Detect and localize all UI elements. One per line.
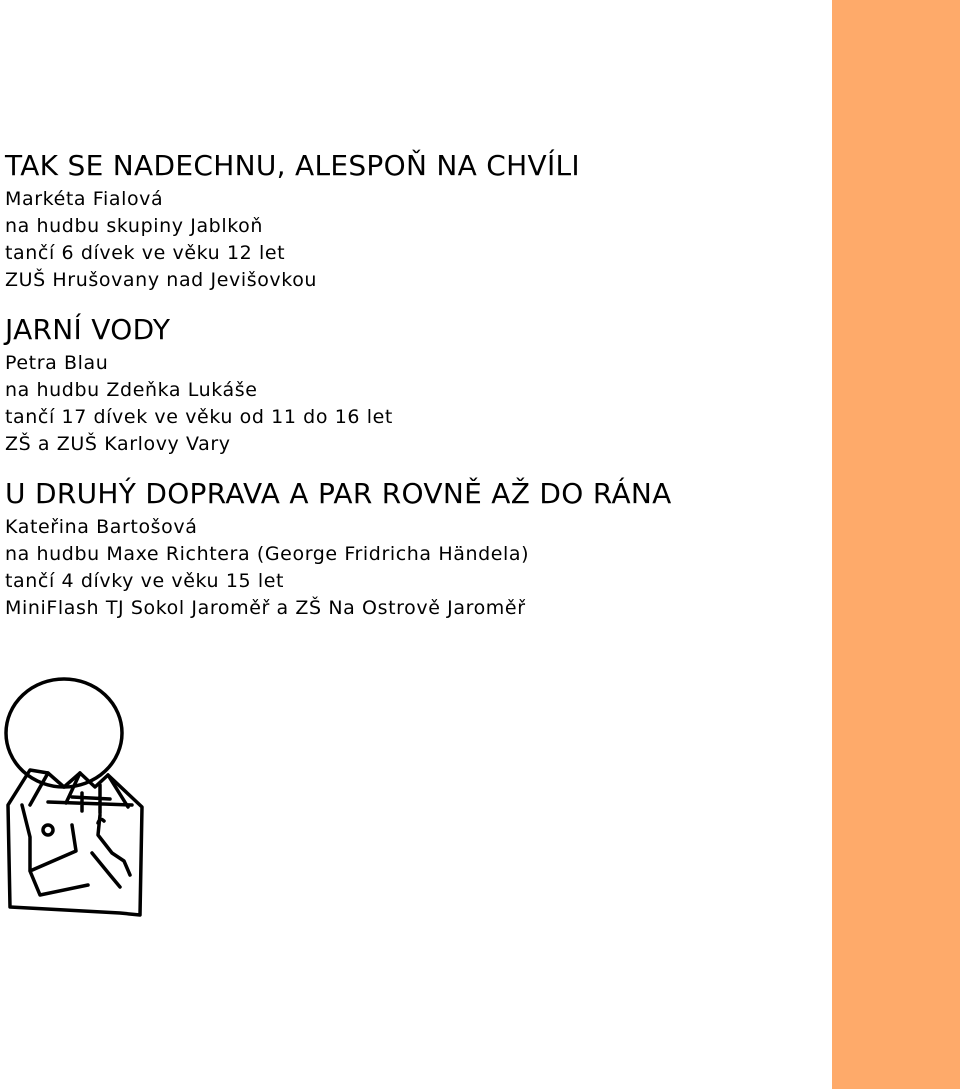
entry-dancers: tančí 17 dívek ve věku od 11 do 16 let [5, 406, 393, 428]
orange-side-bar [832, 0, 960, 1089]
entry-music: na hudbu Zdeňka Lukáše [5, 379, 258, 401]
drawing-left-figure [22, 805, 88, 895]
entry-music: na hudbu Maxe Richtera (George Fridricha Händela) [5, 543, 530, 565]
entry-music: na hudbu skupiny Jablkoň [5, 215, 264, 237]
dancer-drawing-icon [0, 675, 150, 925]
entry-choreographer: Markéta Fialová [5, 188, 164, 210]
program-entry [5, 310, 825, 458]
drawing-cross-bars [48, 785, 132, 813]
entry-title: U DRUHÝ DOPRAVA A PAR ROVNĚ AŽ DO RÁNA [5, 477, 672, 510]
program-list [5, 140, 825, 638]
program-entry [5, 474, 825, 622]
entry-title: JARNÍ VODY [5, 313, 171, 346]
entry-choreographer: Kateřina Bartošová [5, 516, 198, 538]
entry-school: ZUŠ Hrušovany nad Jevišovkou [5, 269, 318, 291]
entry-dancers: tančí 6 dívek ve věku 12 let [5, 242, 286, 264]
drawing-head [6, 679, 122, 787]
entry-dancers: tančí 4 dívky ve věku 15 let [5, 570, 285, 592]
entry-school: MiniFlash TJ Sokol Jaroměř a ZŠ Na Ostrově Jaroměř [5, 597, 526, 619]
drawing-right-arm [92, 853, 120, 887]
entry-school: ZŠ a ZUŠ Karlovy Vary [5, 433, 231, 455]
program-entry [5, 146, 825, 294]
entry-title: TAK SE NADECHNU, ALESPOŇ NA CHVÍLI [5, 149, 580, 182]
drawing-small-circle [43, 825, 53, 835]
entry-choreographer: Petra Blau [5, 352, 109, 374]
